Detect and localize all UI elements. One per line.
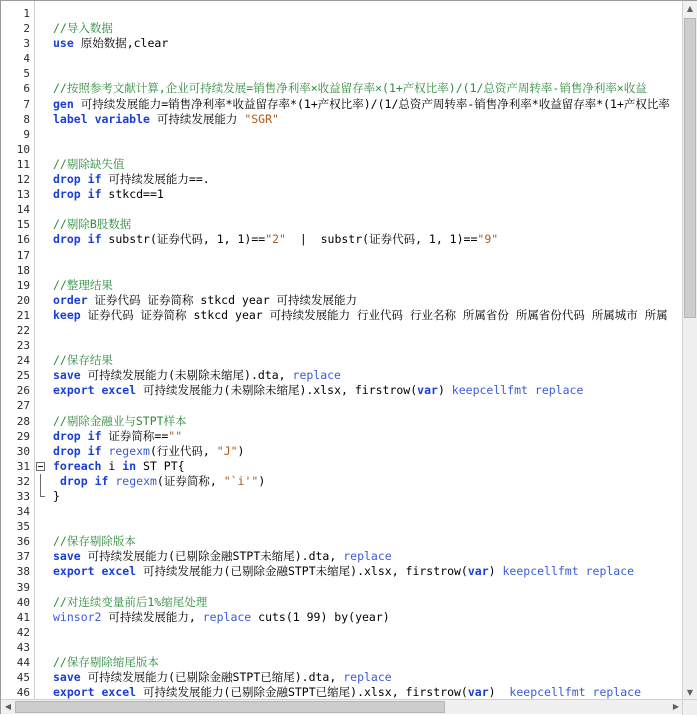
code-token: keepcellfmt [502,564,579,579]
code-token: //按照参考文献计算,企业可持续发展=销售净利率×收益留存率×(1+产权比率)/(1/总资产周转率-销售净利率×收益 [53,81,647,96]
line-number: 6 [23,82,30,96]
code-line[interactable] [47,459,697,474]
code-token: } [53,489,60,503]
code-line[interactable] [47,625,697,640]
line-number: 22 [16,323,30,337]
line-number: 42 [16,625,30,639]
code-token: (行业代码, [149,443,217,458]
code-token: 可持续发展能力 [149,111,245,126]
line-number: 28 [16,414,30,428]
code-line[interactable] [47,263,697,278]
fold-marker-row [35,51,47,66]
code-token: 原始数据,clear [73,36,169,51]
code-token: "9" [477,232,499,247]
code-token: ) [437,383,452,398]
fold-marker-row [35,217,47,232]
code-token: //对连续变量前后1%缩尾处理 [53,594,208,609]
code-folding-column[interactable] [35,1,47,714]
code-line[interactable] [47,429,697,444]
code-line[interactable] [47,353,697,368]
fold-marker-row [35,519,47,534]
code-token: if [87,232,102,247]
scrollbar-corner [682,699,697,714]
scroll-down-arrow-icon[interactable]: ▼ [686,688,694,697]
code-line[interactable] [47,81,697,96]
fold-marker-row [35,187,47,202]
code-line[interactable] [47,338,697,353]
code-token: in [122,458,137,473]
code-token: foreach [53,458,102,473]
fold-marker-row [35,564,47,579]
code-token: replace [585,564,635,579]
line-number: 25 [16,369,30,383]
fold-guide-line [40,474,41,489]
fold-marker-row [35,232,47,247]
fold-marker-row [35,353,47,368]
code-token: //剔除缺失值 [53,156,125,171]
code-token: if [87,443,102,458]
line-number: 5 [23,67,30,81]
code-line[interactable] [47,414,697,429]
code-token: export [53,564,95,579]
fold-marker-row [35,6,47,21]
fold-marker-row [35,549,47,564]
code-line[interactable] [47,323,697,338]
code-token: //整理结果 [53,277,113,292]
code-token: 可持续发展能力(已剔除金融STPT已缩尾).dta, [80,670,344,685]
code-line[interactable] [47,549,697,564]
code-line[interactable] [47,36,697,51]
code-token: drop [53,232,81,247]
fold-marker-row [35,248,47,263]
line-number: 17 [16,248,30,262]
line-number: 21 [16,308,30,322]
fold-marker-row [35,338,47,353]
code-line[interactable] [47,368,697,383]
line-number: 19 [16,278,30,292]
line-number-gutter [1,1,35,714]
line-number: 46 [16,686,30,700]
code-token: drop [53,428,81,443]
line-number: 34 [16,505,30,519]
code-token: var [417,383,438,398]
code-line[interactable] [47,293,697,308]
code-token: //保存剔除版本 [53,534,136,549]
code-token: //保存剔除缩尾版本 [53,655,159,670]
code-line[interactable] [47,21,697,36]
code-token [81,429,88,443]
code-token [81,172,88,186]
code-line[interactable] [47,489,697,504]
horizontal-scrollbar-thumb[interactable] [15,701,445,713]
code-token: drop [59,473,88,488]
code-token: excel [101,564,137,579]
code-token [579,564,586,578]
line-number: 23 [16,339,30,353]
line-number: 4 [23,52,30,66]
code-token: if [87,187,102,202]
fold-marker-row[interactable] [35,474,47,489]
line-number: 27 [16,399,30,413]
code-line[interactable] [47,157,697,172]
fold-marker-row[interactable] [35,459,47,474]
fold-marker-row [35,323,47,338]
line-number: 7 [23,97,30,111]
fold-guide-end [40,489,41,497]
code-token: 可持续发展能力==. [101,172,210,187]
code-token: cuts(1 99) by(year) [251,609,390,624]
code-token: save [53,549,81,564]
code-line[interactable] [47,655,697,670]
code-token: save [53,670,81,685]
code-line[interactable] [47,232,697,247]
code-token [81,232,88,246]
code-token: ) [488,564,503,579]
code-token: excel [101,383,137,398]
line-number: 20 [16,293,30,307]
fold-marker-row [35,414,47,429]
scroll-right-arrow-icon[interactable]: ▶ [672,702,680,711]
fold-marker-row [35,157,47,172]
line-number: 43 [16,640,30,654]
code-token: "`i'" [223,473,259,488]
code-token: "2" [265,232,286,247]
code-token: ) [237,443,245,458]
code-line[interactable] [47,474,697,489]
line-number: 35 [16,520,30,534]
fold-marker-row [35,670,47,685]
code-token: ) [258,473,266,488]
fold-marker-row [35,112,47,127]
code-token: replace [202,609,252,624]
line-number: 11 [16,157,30,171]
code-token: drop [53,172,81,187]
code-token: 可持续发展能力, [101,609,203,624]
line-number: 39 [16,580,30,594]
code-line[interactable] [47,444,697,459]
fold-marker-row [35,21,47,36]
code-line[interactable] [47,97,697,112]
code-token: keepcellfmt [451,383,528,398]
code-line[interactable] [47,172,697,187]
line-number: 8 [23,112,30,126]
code-token: replace [343,549,392,564]
code-line[interactable] [47,66,697,81]
code-line[interactable] [47,610,697,625]
code-token: stkcd==1 [101,187,164,202]
line-number: 15 [16,218,30,232]
code-token: drop [53,187,81,202]
fold-marker-row [35,293,47,308]
code-token: export [53,383,95,398]
scroll-up-arrow-icon[interactable]: ▲ [686,4,694,13]
code-line[interactable] [47,595,697,610]
line-number: 3 [23,37,30,51]
code-token: 可持续发展能力(已剔除金融STPT已缩尾).xlsx, firstrow( [136,685,468,700]
line-number: 30 [16,444,30,458]
line-number: 45 [16,671,30,685]
fold-marker-row [35,66,47,81]
fold-marker-row [35,610,47,625]
line-number: 33 [16,490,30,503]
fold-marker-row [35,172,47,187]
code-token: if [94,473,109,488]
code-line[interactable] [47,383,697,398]
code-line[interactable] [47,504,697,519]
code-line[interactable] [47,519,697,534]
code-token: export [53,685,95,700]
code-line[interactable] [47,278,697,293]
line-number: 14 [16,203,30,217]
code-token [81,187,88,201]
code-token [53,474,60,488]
code-token: save [53,368,81,383]
fold-marker-row [35,655,47,670]
code-token: regexm [115,473,157,488]
vertical-scrollbar[interactable] [682,1,697,715]
fold-marker-row [35,580,47,595]
code-token: "J" [216,443,238,458]
code-token: //导入数据 [53,21,113,36]
fold-marker-row [35,97,47,112]
code-line[interactable] [47,51,697,66]
line-number: 40 [16,595,30,609]
line-number: 29 [16,429,30,443]
fold-marker-row[interactable] [35,489,47,504]
code-token [528,383,535,397]
line-number: 9 [23,127,30,141]
code-line[interactable] [47,640,697,655]
fold-marker-row [35,444,47,459]
fold-marker-row [35,595,47,610]
code-line[interactable] [47,217,697,232]
code-token: if [87,428,102,443]
code-token: if [87,172,102,187]
fold-marker-row [35,534,47,549]
code-line[interactable] [47,187,697,202]
line-number: 26 [16,384,30,398]
code-token: | substr(证券代码, 1, 1)== [285,232,478,247]
fold-marker-row [35,36,47,51]
code-token: regexm [108,443,150,458]
line-number: 44 [16,656,30,670]
code-token: replace [534,383,584,398]
code-token: "" [168,428,183,443]
line-number: 37 [16,550,30,564]
code-token: //保存结果 [53,353,113,368]
code-token: 证券简称== [101,428,169,443]
code-line[interactable] [47,248,697,263]
horizontal-scrollbar[interactable] [1,699,697,714]
code-line[interactable] [47,564,697,579]
fold-marker-row [35,127,47,142]
line-number: 18 [16,263,30,277]
code-token: 可持续发展能力=销售净利率*收益留存率*(1+产权比率)/(1/总资产周转率-销售净利率*收益留存率*(1+产权比率 [73,96,670,111]
code-token: keep [53,307,81,322]
code-token [88,474,95,488]
line-number: 2 [23,22,30,36]
line-number: 1 [23,7,30,20]
code-token: gen [53,96,74,111]
code-token: 可持续发展能力(未剔除未缩尾).xlsx, firstrow( [136,383,418,398]
fold-marker-row [35,202,47,217]
code-token [586,685,593,699]
code-token: keepcellfmt [509,685,586,700]
code-token: 证券代码 证券简称 stkcd year 可持续发展能力 [87,292,358,307]
code-line[interactable] [47,142,697,157]
fold-marker-row [35,81,47,96]
line-number: 32 [16,474,30,488]
code-line[interactable] [47,580,697,595]
code-line[interactable] [47,112,697,127]
code-token: replace [592,685,641,700]
fold-marker-row [35,504,47,519]
code-line[interactable] [47,398,697,413]
code-token: drop [53,443,81,458]
code-token: use [53,36,74,51]
line-number: 10 [16,142,30,156]
fold-marker-row [35,263,47,278]
code-token [88,112,95,126]
fold-marker-row [35,368,47,383]
line-number: 38 [16,565,30,579]
code-token: substr(证券代码, 1, 1)== [101,232,266,247]
code-line[interactable] [47,202,697,217]
code-token: ST PT{ [136,458,185,473]
code-line[interactable] [47,534,697,549]
code-token: replace [343,670,392,685]
code-token: "SGR" [244,111,279,126]
code-token: order [53,292,88,307]
code-token: excel [101,685,137,700]
code-token: 可持续发展能力(已剔除金融STPT未缩尾).dta, [80,549,344,564]
fold-marker-row [35,429,47,444]
code-line[interactable] [47,670,697,685]
vertical-scrollbar-thumb[interactable] [684,18,696,318]
code-token: label [53,111,88,126]
code-token: i [101,458,123,473]
code-token: 证券代码 证券简称 stkcd year 可持续发展能力 行业代码 行业名称 所属省份 所属省份代码 所属城市 所属 [80,307,668,322]
line-number: 41 [16,610,30,624]
code-token: ) [488,685,510,700]
code-token: winsor2 [53,609,102,624]
code-token: 可持续发展能力(未剔除未缩尾).dta, [80,368,293,383]
fold-marker-row [35,625,47,640]
code-token: variable [94,111,150,126]
fold-marker-row [35,640,47,655]
line-number: 36 [16,535,30,549]
fold-marker-row [35,308,47,323]
fold-marker-row [35,398,47,413]
fold-marker-row [35,383,47,398]
fold-collapse-icon[interactable] [36,462,45,471]
scroll-left-arrow-icon[interactable]: ◀ [4,702,12,711]
line-number: 13 [16,188,30,202]
code-line[interactable] [47,127,697,142]
code-line[interactable] [47,6,697,21]
fold-marker-row [35,278,47,293]
code-line[interactable] [47,308,697,323]
code-token: (证券简称, [156,473,224,488]
code-area[interactable] [47,1,697,714]
code-token: var [467,685,489,700]
code-token: var [467,564,489,579]
fold-marker-row [35,142,47,157]
code-token: //剔除B股数据 [53,217,132,232]
code-token: //剔除金融业与STPT样本 [53,413,187,428]
line-number: 12 [16,173,30,187]
line-number: 24 [16,354,30,368]
line-number: 16 [16,233,30,247]
code-token: 可持续发展能力(已剔除金融STPT未缩尾).xlsx, firstrow( [136,564,468,579]
code-token: replace [292,368,341,383]
code-token [81,444,88,458]
line-number: 31 [16,459,30,473]
